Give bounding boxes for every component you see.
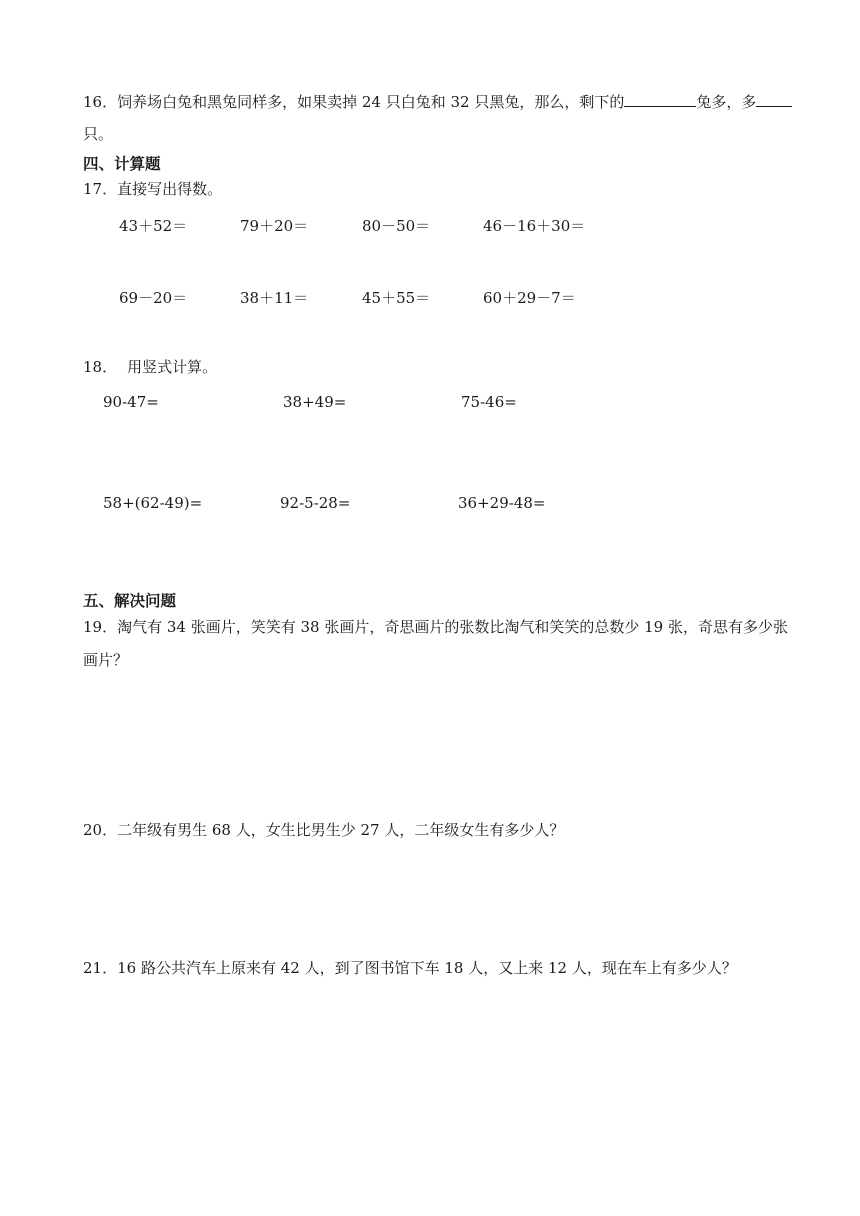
expression: 80－50＝ [362, 217, 431, 235]
expression: 38＋11＝ [240, 289, 309, 307]
question-20 [83, 820, 564, 840]
expression: 46－16＋30＝ [483, 217, 586, 235]
question-number: 19． [83, 618, 118, 636]
expression: 92-5-28= [280, 494, 351, 512]
question-21 [83, 958, 737, 978]
section-title: 四、计算题 [83, 155, 161, 173]
expression: 45＋55＝ [362, 289, 431, 307]
question-number: 18． [83, 358, 118, 376]
expression: 90-47= [103, 393, 159, 411]
expression: 38+49= [283, 393, 347, 411]
question-number: 20． [83, 821, 118, 839]
question-text: 二年级有男生 68 人，女生比男生少 27 人，二年级女生有多少人？ [117, 821, 565, 839]
question-text: 饲养场白兔和黑兔同样多，如果卖掉 24 只白兔和 32 只黑兔，那么，剩下的 [117, 93, 625, 111]
question-number: 16． [83, 93, 118, 111]
question-19 [83, 617, 788, 637]
question-text: 兔多，多 [696, 93, 757, 111]
question-18 [83, 357, 217, 377]
expression: 60＋29－7＝ [483, 289, 576, 307]
question-16 [83, 90, 792, 112]
question-19-continued: 画片？ [83, 651, 129, 669]
question-number: 21． [83, 959, 118, 977]
question-17 [83, 179, 222, 199]
expression: 75-46= [461, 393, 517, 411]
question-prompt: 直接写出得数。 [117, 180, 223, 198]
answer-blank[interactable] [624, 90, 696, 107]
question-text: 16 路公共汽车上原来有 42 人，到了图书馆下车 18 人，又上来 12 人，现在车上有多少人？ [117, 959, 737, 977]
expression: 79＋20＝ [240, 217, 309, 235]
answer-blank[interactable] [756, 90, 792, 107]
question-text: 淘气有 34 张画片，笑笑有 38 张画片，奇思画片的张数比淘气和笑笑的总数少 19 张，奇思有多少张 [117, 618, 788, 636]
expression: 43＋52＝ [119, 217, 188, 235]
expression: 58+(62-49)= [103, 494, 203, 512]
question-16-continued: 只。 [83, 125, 114, 143]
expression: 36+29-48= [458, 494, 546, 512]
section-title: 五、解决问题 [83, 592, 177, 610]
question-number: 17． [83, 180, 118, 198]
expression: 69－20＝ [119, 289, 188, 307]
question-prompt: 用竖式计算。 [127, 358, 218, 376]
